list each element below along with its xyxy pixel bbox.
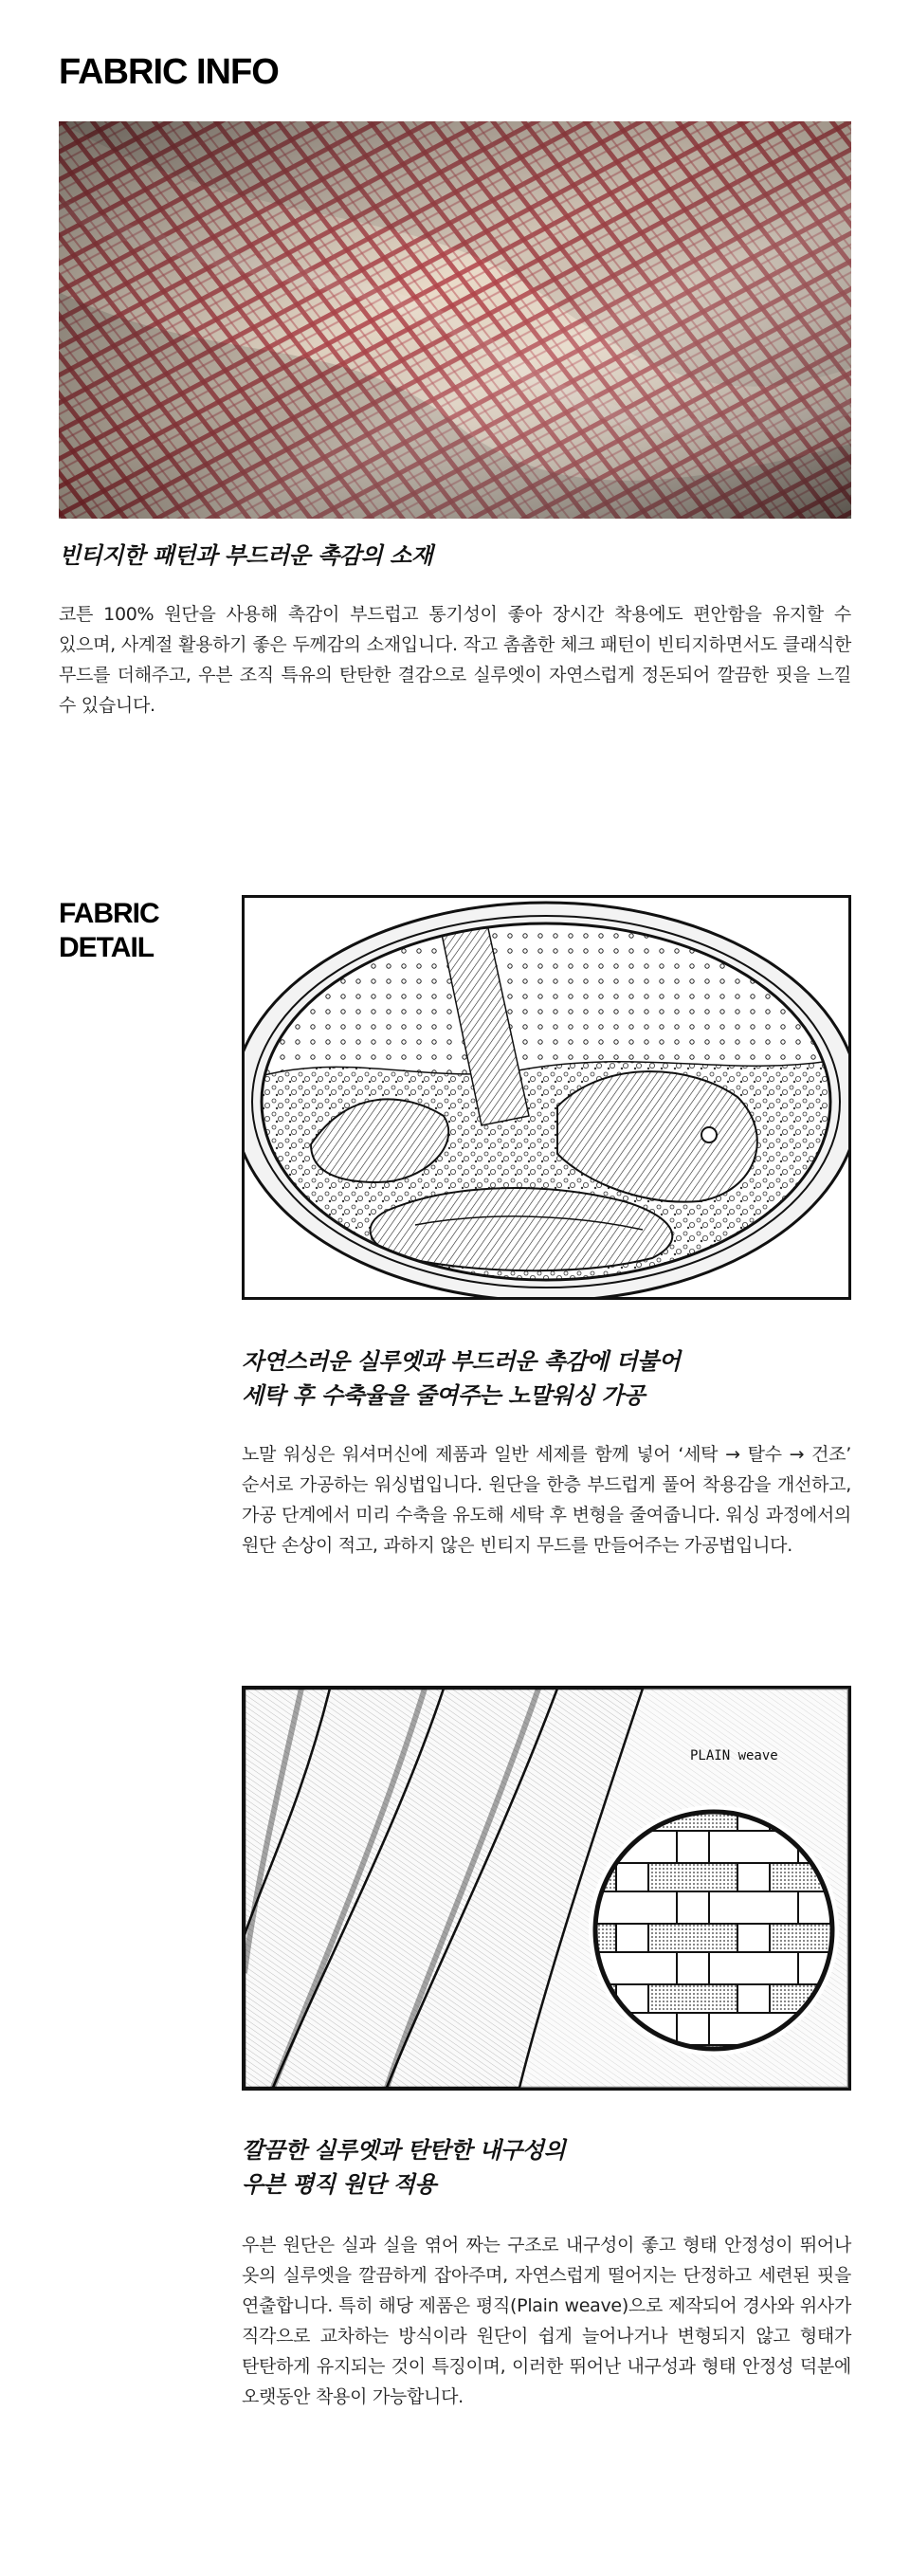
weave-subhead (242, 2133, 851, 2201)
washing-machine-illustration-icon (245, 898, 848, 1297)
fabric-photo (59, 121, 851, 519)
washing-subhead-line1: 자연스러운 실루엣과 부드러운 촉감에 더불어 (242, 1348, 681, 1375)
washing-illustration (242, 895, 851, 1300)
weave-subhead-line2: 우븐 평직 원단 적용 (242, 2171, 437, 2198)
red-check-fabric-photo-icon (59, 121, 851, 519)
fabric-detail-title-line1: FABRIC (59, 898, 159, 929)
plain-weave-illustration (242, 1686, 851, 2091)
washing-subhead (242, 1344, 851, 1413)
plain-weave-illustration-icon (245, 1689, 848, 2088)
fabric-detail-title (59, 897, 248, 965)
weave-subhead-line1: 깔끔한 실루엣과 탄탄한 내구성의 (242, 2137, 566, 2164)
fabric-info-description: 코튼 100% 원단을 사용해 촉감이 부드럽고 통기성이 좋아 장시간 착용에도 편안함을 유지할 수 있으며, 사계절 활용하기 좋은 두께감의 소재입니다. 작고 촘촘한 체크 패턴이 빈티지하면서도 클래식한 무드를 더해주고, 우븐 조직 특유의 탄탄한 결감으로 실루엣이 자연스럽게 정돈되어 깔끔한 핏을 느낄 수 있습니다. (59, 604, 851, 716)
washing-subhead-line2: 세탁 후 수축율을 줄여주는 노말워싱 가공 (242, 1382, 645, 1409)
fabric-detail-title-line2: DETAIL (59, 932, 155, 963)
plain-weave-label: PLAIN weave (690, 1748, 778, 1763)
washing-description: 노말 워싱은 워셔머신에 제품과 일반 세제를 함께 넣어 ‘세탁 → 탈수 → 건조’ 순서로 가공하는 워싱법입니다. 원단을 한층 부드럽게 풀어 착용감을 개선하고, 가공 단계에서 미리 수축을 유도해 세탁 후 변형을 줄여줍니다. 워싱 과정에서의 원단 손상이 적고, 과하지 않은 빈티지 무드를 만들어주는 가공법입니다. (242, 1444, 851, 1556)
fabric-info-subhead: 빈티지한 패턴과 부드러운 촉감의 소재 (59, 542, 433, 569)
weave-description: 우븐 원단은 실과 실을 엮어 짜는 구조로 내구성이 좋고 형태 안정성이 뛰어나 옷의 실루엣을 깔끔하게 잡아주며, 자연스럽게 떨어지는 단정하고 세련된 핏을 연출합니다. 특히 해당 제품은 평직(Plain weave)으로 제작되어 경사와 위사가 직각으로 교차하는 방식이라 원단이 쉽게 늘어나거나 변형되지 않고 형태가 탄탄하게 유지되는 것이 특징이며, 이러한 뛰어난 내구성과 형태 안정성 덕분에 오랫동안 착용이 가능합니다. (242, 2235, 851, 2407)
fabric-info-title: FABRIC INFO (59, 52, 279, 92)
